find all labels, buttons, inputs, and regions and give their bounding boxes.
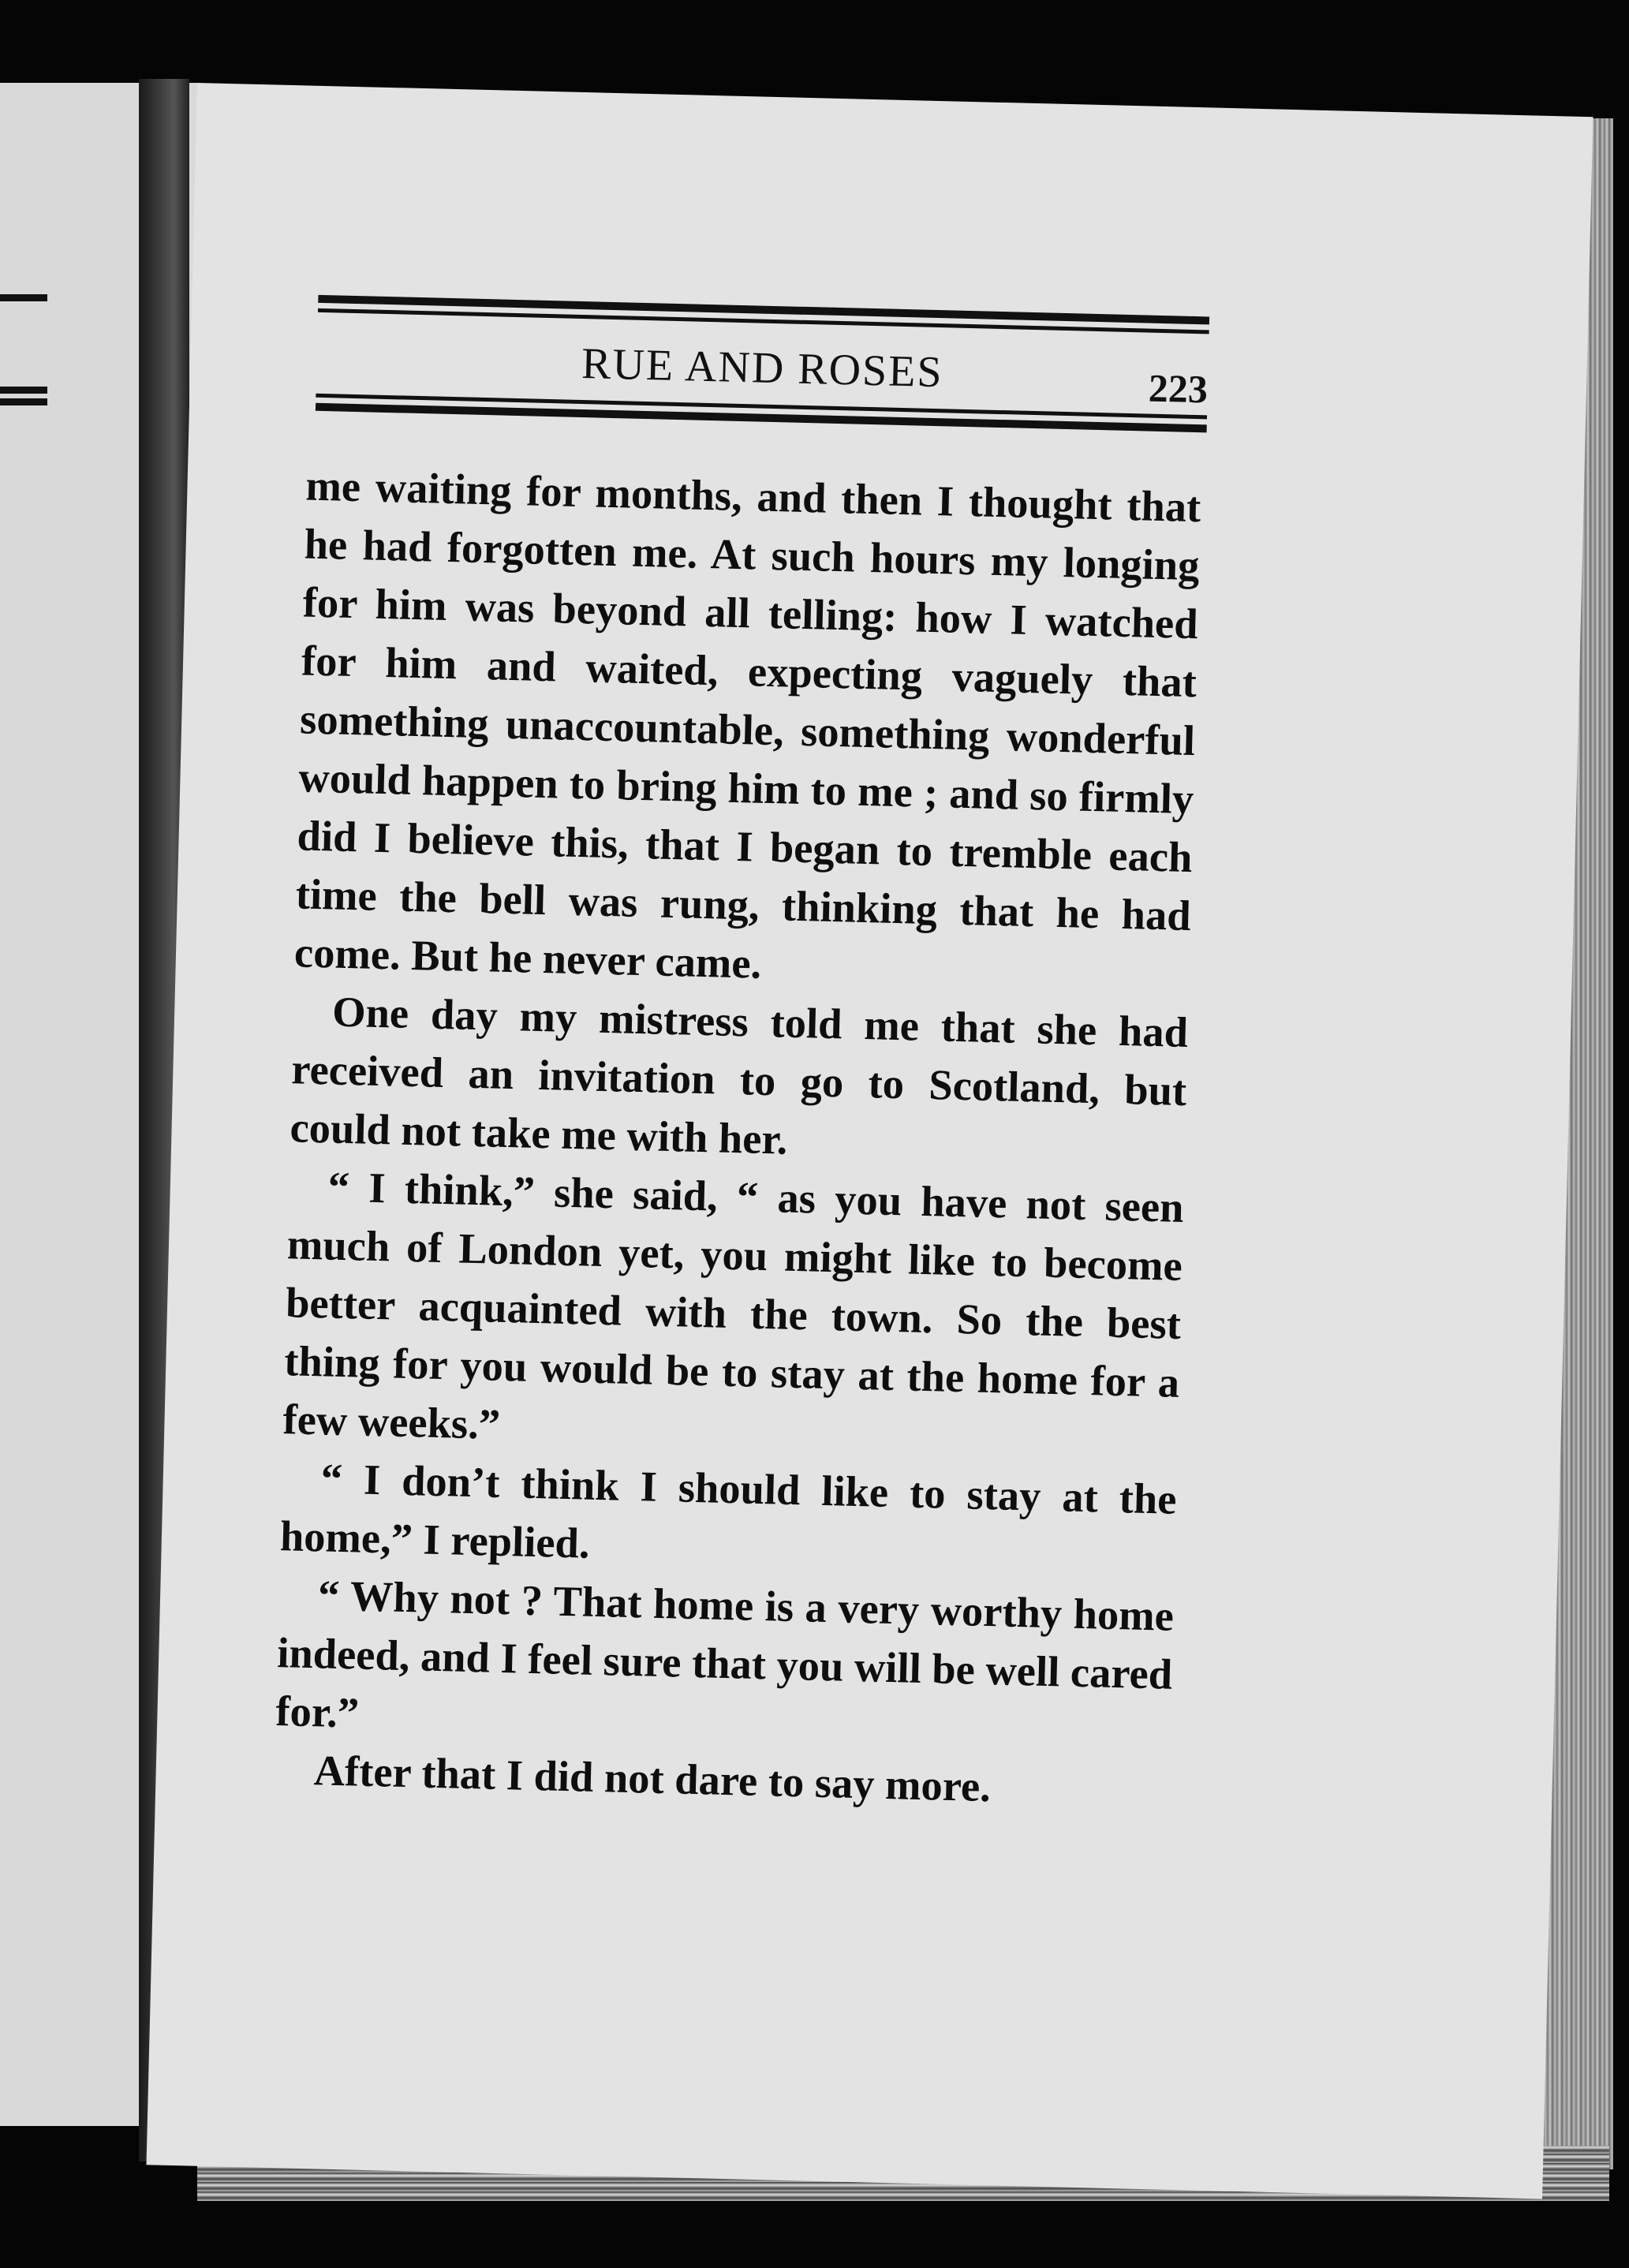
- body-text: [274, 457, 1201, 1821]
- paragraph: After that I did not dare to say more.: [313, 1746, 992, 1811]
- left-page-rule: [0, 294, 47, 301]
- paragraph: “ Why not ? That home is a very worthy home indeed, and I feel sure that you will be well cared for.”: [275, 1571, 1175, 1737]
- paragraph: “ I think,” she said, “ as you have not seen much of London yet, you might like to become better acquainted with the town. So the best thing for you would be to stay at the home for a few weeks.”: [282, 1162, 1185, 1448]
- paragraph: One day my mistress told me that she had received an invitation to go to Scotland, but could not take me with her.: [289, 987, 1189, 1164]
- page-number: 223: [1148, 365, 1209, 412]
- running-title: RUE AND ROSES: [581, 339, 944, 398]
- left-page-rule: [0, 398, 47, 405]
- paragraph: me waiting for months, and then I thought that he had forgotten me. At such hours my longing for him was beyond all telling: how I watched for him and waited, expecting vaguely that something unaccountable, something wonderful would happen to bring him to me ; and so firmly did I believe this, that I began to tremble each time the bell was rung, thinking that he had come. But he never came.: [293, 461, 1201, 988]
- left-page-rule: [0, 387, 47, 394]
- right-page: [146, 83, 1593, 2199]
- page-header: [316, 295, 1209, 439]
- paragraph: “ I don’t think I should like to stay at the home,” I replied.: [279, 1454, 1178, 1567]
